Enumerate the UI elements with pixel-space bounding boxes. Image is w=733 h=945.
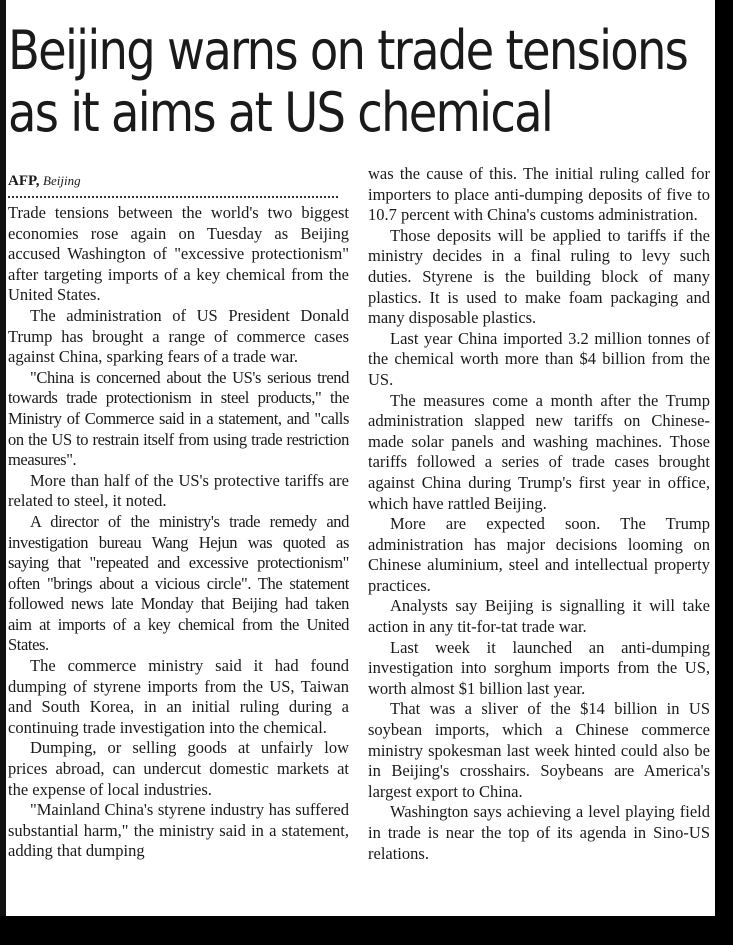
byline-place: Beijing (43, 173, 81, 188)
scan-left-edge (0, 0, 6, 916)
paragraph: Trade tensions between the world's two biggest economies rose again on Tuesday as Beijing accused Washington of "excessive protectionism" after targeting imports of a key chemical from the United States. (8, 203, 349, 305)
headline-line-2: as it aims at US chemical (8, 81, 553, 144)
paragraph: Last week it launched an anti-dumping investigation into sorghum imports from the US, worth almost $1 billion last year. (368, 637, 710, 698)
paragraph: That was a sliver of the $14 billion in US soybean imports, which a Chinese commerce ministry spokesman last week hinted could also be in Beijing's crosshairs. Soybeans are America's largest export to China. (368, 699, 710, 801)
paragraph: Last year China imported 3.2 million tonnes of the chemical worth more than $4 billion from the US. (368, 328, 710, 389)
paragraph: The measures come a month after the Trump administration slapped new tariffs on Chinese-made solar panels and washing machines. Those tariffs followed a series of trade cases brought against China during Trump's first year in office, which have rattled Beijing. (368, 390, 710, 513)
paragraph: Those deposits will be applied to tariffs if the ministry decides in a final ruling to levy such duties. Styrene is the building block of many plastics. It is used to make foam packaging and many disposable plastics. (368, 225, 710, 328)
paragraph: Analysts say Beijing is signalling it will take action in any tit-for-tat trade war. (368, 596, 710, 637)
paragraph: More are expected soon. The Trump administration has major decisions looming on Chinese aluminium, steel and intellectual property practices. (368, 514, 710, 595)
paragraph: A director of the ministry's trade remedy and investigation bureau Wang Hejun was quoted as saying that "repeated and excessive protectionism" often "brings about a vicious circle". The statement followed news late Monday that Beijing had taken aim at imports of a key chemical from the United States. (8, 511, 349, 655)
paragraph: Dumping, or selling goods at unfairly low prices abroad, can undercut domestic markets at the expense of local industries. (8, 738, 349, 799)
paragraph: More than half of the US's protective tariffs are related to steel, it noted. (8, 470, 349, 511)
byline (8, 171, 349, 191)
article-column-left (8, 164, 349, 862)
paragraph: was the cause of this. The initial ruling called for importers to place anti-dumping deposits of five to 10.7 percent with China's customs administration. (368, 164, 710, 225)
headline (8, 19, 688, 144)
paragraph: The commerce ministry said it had found dumping of styrene imports from the US, Taiwan and South Korea, in an initial ruling during a continuing trade investigation into the chemical. (8, 656, 349, 737)
scan-right-edge (715, 0, 724, 916)
headline-line-1: Beijing warns on trade tensions (8, 19, 688, 82)
paragraph: The administration of US President Donald Trump has brought a range of commerce cases against China, sparking fears of a trade war. (8, 305, 349, 367)
paragraph: Washington says achieving a level playing field in trade is near the top of its agenda in Sino-US relations. (368, 802, 710, 863)
paragraph: "Mainland China's styrene industry has suffered substantial harm," the ministry said in a statement, adding that dumping (8, 800, 349, 861)
paragraph: "China is concerned about the US's serious trend towards trade protectionism in steel products," the Ministry of Commerce said in a statement, and "calls on the US to restrain itself from using trade restriction measures". (8, 367, 349, 470)
byline-divider (8, 196, 338, 198)
article-column-right (368, 164, 710, 864)
byline-agency: AFP, (8, 173, 40, 189)
